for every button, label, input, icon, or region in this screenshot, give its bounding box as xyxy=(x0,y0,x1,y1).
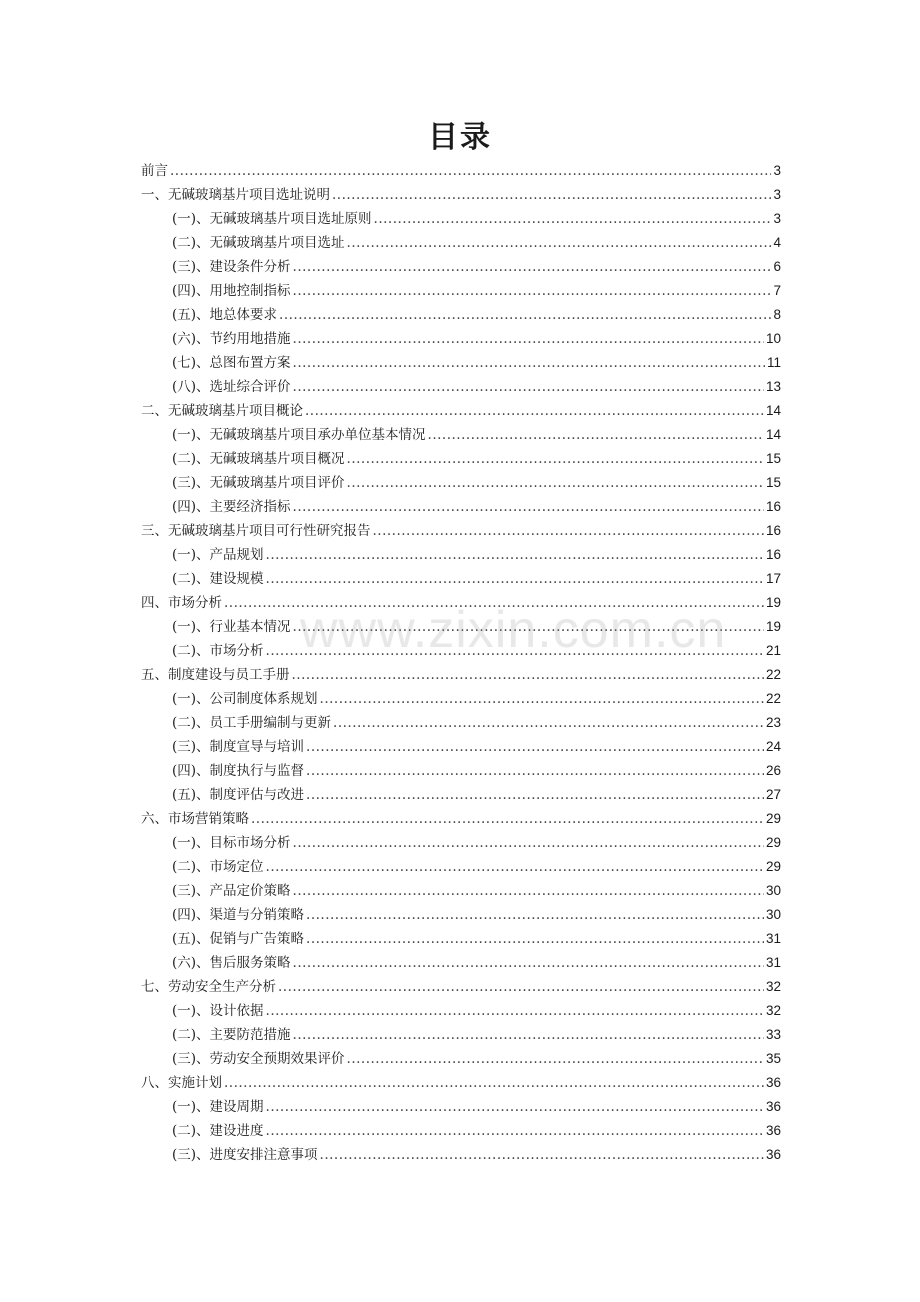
toc-entry[interactable] xyxy=(141,855,781,879)
toc-entry-label[interactable]: 三、无碱玻璃基片项目可行性研究报告 xyxy=(141,523,371,539)
toc-entry-page-number[interactable]: 36 xyxy=(765,1099,781,1114)
toc-entry-page-number[interactable]: 19 xyxy=(765,595,781,610)
toc-entry-label[interactable]: (八)、选址综合评价 xyxy=(172,379,291,395)
toc-entry[interactable] xyxy=(141,255,781,279)
toc-entry[interactable] xyxy=(141,999,781,1023)
toc-dot-leader xyxy=(266,855,764,879)
toc-entry-label[interactable]: 二、无碱玻璃基片项目概论 xyxy=(141,403,303,419)
toc-entry[interactable] xyxy=(141,279,781,303)
toc-entry-label[interactable]: 七、劳动安全生产分析 xyxy=(141,979,276,995)
table-of-contents xyxy=(141,159,781,1167)
toc-dot-leader xyxy=(266,1095,764,1119)
toc-entry-page-number[interactable]: 21 xyxy=(765,643,781,658)
toc-dot-leader xyxy=(266,1119,764,1143)
toc-entry-page-number[interactable]: 3 xyxy=(773,163,781,178)
toc-dot-leader xyxy=(266,999,764,1023)
toc-entry-page-number[interactable]: 29 xyxy=(765,835,781,850)
toc-entry[interactable] xyxy=(141,735,781,759)
toc-entry-page-number[interactable]: 15 xyxy=(765,475,781,490)
toc-dot-leader xyxy=(306,735,764,759)
toc-entry-page-number[interactable]: 7 xyxy=(773,283,781,298)
toc-entry-page-number[interactable]: 15 xyxy=(765,451,781,466)
toc-entry-label[interactable]: (一)、产品规划 xyxy=(172,547,264,563)
toc-dot-leader xyxy=(292,663,764,687)
page-title: 目录 xyxy=(428,120,492,155)
toc-entry-label[interactable]: (二)、无碱玻璃基片项目选址 xyxy=(172,235,345,251)
toc-dot-leader xyxy=(224,1071,764,1095)
toc-entry-page-number[interactable]: 13 xyxy=(765,379,781,394)
toc-entry-page-number[interactable]: 27 xyxy=(765,787,781,802)
toc-entry-page-number[interactable]: 17 xyxy=(765,571,781,586)
toc-entry-label[interactable]: (四)、用地控制指标 xyxy=(172,283,291,299)
toc-entry-label[interactable]: (三)、进度安排注意事项 xyxy=(172,1147,318,1163)
toc-dot-leader xyxy=(224,591,764,615)
toc-dot-leader xyxy=(347,471,764,495)
toc-entry-page-number[interactable]: 11 xyxy=(766,355,781,370)
toc-entry-label[interactable]: (六)、售后服务策略 xyxy=(172,955,291,971)
toc-entry-label[interactable]: (四)、主要经济指标 xyxy=(172,499,291,515)
toc-dot-leader xyxy=(266,543,764,567)
toc-entry-page-number[interactable]: 36 xyxy=(765,1147,781,1162)
toc-dot-leader xyxy=(293,495,764,519)
toc-entry-page-number[interactable]: 16 xyxy=(765,547,781,562)
toc-entry-label[interactable]: (二)、市场分析 xyxy=(172,643,264,659)
toc-entry-label[interactable]: (二)、主要防范措施 xyxy=(172,1027,291,1043)
toc-entry[interactable] xyxy=(141,207,781,231)
toc-dot-leader xyxy=(306,759,764,783)
toc-entry[interactable] xyxy=(141,375,781,399)
toc-entry-label[interactable]: 五、制度建设与员工手册 xyxy=(141,667,290,683)
toc-entry-label[interactable]: (五)、制度评估与改进 xyxy=(172,787,305,803)
toc-entry-page-number[interactable]: 10 xyxy=(765,331,781,346)
toc-entry[interactable] xyxy=(141,495,781,519)
toc-entry[interactable] xyxy=(141,591,781,615)
toc-dot-leader xyxy=(293,879,764,903)
toc-entry-page-number[interactable]: 16 xyxy=(765,499,781,514)
toc-entry[interactable] xyxy=(141,303,781,327)
toc-entry[interactable] xyxy=(141,519,781,543)
toc-dot-leader xyxy=(266,639,764,663)
toc-entry[interactable] xyxy=(141,567,781,591)
toc-entry-page-number[interactable]: 31 xyxy=(765,955,781,970)
toc-entry[interactable] xyxy=(141,351,781,375)
toc-entry-label[interactable]: (六)、节约用地措施 xyxy=(172,331,291,347)
toc-entry-page-number[interactable]: 6 xyxy=(773,259,781,274)
toc-dot-leader xyxy=(293,255,772,279)
toc-entry-page-number[interactable]: 3 xyxy=(773,187,781,202)
toc-entry-page-number[interactable]: 14 xyxy=(765,427,781,442)
toc-entry[interactable] xyxy=(141,447,781,471)
toc-entry-page-number[interactable]: 36 xyxy=(765,1075,781,1090)
toc-dot-leader xyxy=(374,207,772,231)
toc-dot-leader xyxy=(251,807,764,831)
toc-entry-page-number[interactable]: 30 xyxy=(765,907,781,922)
toc-entry-page-number[interactable]: 3 xyxy=(773,211,781,226)
toc-entry[interactable] xyxy=(141,783,781,807)
toc-entry-label[interactable]: (一)、行业基本情况 xyxy=(172,619,291,635)
toc-entry[interactable] xyxy=(141,183,781,207)
toc-entry-label[interactable]: (二)、员工手册编制与更新 xyxy=(172,715,332,731)
toc-entry[interactable] xyxy=(141,1071,781,1095)
toc-entry-label[interactable]: (三)、劳动安全预期效果评价 xyxy=(172,1051,345,1067)
toc-dot-leader xyxy=(428,423,764,447)
toc-dot-leader xyxy=(266,567,764,591)
toc-dot-leader xyxy=(373,519,764,543)
toc-entry-page-number[interactable]: 8 xyxy=(773,307,781,322)
toc-entry[interactable] xyxy=(141,663,781,687)
toc-dot-leader xyxy=(279,303,771,327)
toc-entry-label[interactable]: (一)、目标市场分析 xyxy=(172,835,291,851)
toc-dot-leader xyxy=(347,447,764,471)
toc-dot-leader xyxy=(293,615,764,639)
toc-entry[interactable] xyxy=(141,951,781,975)
toc-entry-label[interactable]: (四)、制度执行与监督 xyxy=(172,763,305,779)
toc-dot-leader xyxy=(306,927,764,951)
toc-entry-page-number[interactable]: 16 xyxy=(765,523,781,538)
toc-entry-label[interactable]: (三)、无碱玻璃基片项目评价 xyxy=(172,475,345,491)
toc-entry-page-number[interactable]: 33 xyxy=(765,1027,781,1042)
toc-entry-label[interactable]: 六、市场营销策略 xyxy=(141,811,249,827)
toc-entry-label[interactable]: 前言 xyxy=(141,163,168,179)
toc-entry-page-number[interactable]: 4 xyxy=(773,235,781,250)
toc-entry[interactable] xyxy=(141,831,781,855)
toc-entry-page-number[interactable]: 35 xyxy=(765,1051,781,1066)
toc-entry-label[interactable]: (二)、建设规模 xyxy=(172,571,264,587)
toc-entry[interactable] xyxy=(141,423,781,447)
toc-entry-page-number[interactable]: 24 xyxy=(765,739,781,754)
toc-entry-page-number[interactable]: 22 xyxy=(765,691,781,706)
toc-dot-leader xyxy=(293,1023,764,1047)
toc-dot-leader xyxy=(293,279,772,303)
toc-entry-label[interactable]: (一)、无碱玻璃基片项目承办单位基本情况 xyxy=(172,427,426,443)
toc-entry-page-number[interactable]: 32 xyxy=(765,979,781,994)
toc-entry[interactable] xyxy=(141,879,781,903)
toc-entry[interactable] xyxy=(141,1095,781,1119)
toc-entry-label[interactable]: (三)、产品定价策略 xyxy=(172,883,291,899)
toc-entry[interactable] xyxy=(141,471,781,495)
toc-entry-label[interactable]: (一)、公司制度体系规划 xyxy=(172,691,318,707)
toc-entry-label[interactable]: (五)、地总体要求 xyxy=(172,307,278,323)
toc-dot-leader xyxy=(306,783,764,807)
toc-dot-leader xyxy=(293,951,764,975)
toc-entry[interactable] xyxy=(141,1023,781,1047)
toc-entry-page-number[interactable]: 14 xyxy=(765,403,781,418)
toc-entry-page-number[interactable]: 31 xyxy=(765,931,781,946)
toc-entry-label[interactable]: (七)、总图布置方案 xyxy=(172,355,291,371)
toc-dot-leader xyxy=(293,375,764,399)
toc-entry[interactable] xyxy=(141,615,781,639)
toc-entry-page-number[interactable]: 29 xyxy=(765,859,781,874)
toc-entry[interactable] xyxy=(141,543,781,567)
toc-entry-page-number[interactable]: 30 xyxy=(765,883,781,898)
toc-entry-page-number[interactable]: 22 xyxy=(765,667,781,682)
toc-dot-leader xyxy=(347,231,772,255)
toc-dot-leader xyxy=(293,327,764,351)
toc-dot-leader xyxy=(306,903,764,927)
toc-entry-page-number[interactable]: 26 xyxy=(765,763,781,778)
watermark: www.zixin.com.cn xyxy=(300,601,727,659)
toc-entry-page-number[interactable]: 29 xyxy=(765,811,781,826)
toc-dot-leader xyxy=(293,351,765,375)
toc-entry[interactable] xyxy=(141,399,781,423)
toc-entry-page-number[interactable]: 32 xyxy=(765,1003,781,1018)
toc-entry[interactable] xyxy=(141,927,781,951)
toc-entry-page-number[interactable]: 19 xyxy=(765,619,781,634)
toc-entry-label[interactable]: 四、市场分析 xyxy=(141,595,222,611)
toc-entry-label[interactable]: 一、无碱玻璃基片项目选址说明 xyxy=(141,187,330,203)
toc-entry-page-number[interactable]: 36 xyxy=(765,1123,781,1138)
toc-entry[interactable] xyxy=(141,1119,781,1143)
toc-dot-leader xyxy=(320,1143,764,1167)
toc-entry[interactable] xyxy=(141,711,781,735)
toc-entry-label[interactable]: (二)、市场定位 xyxy=(172,859,264,875)
toc-entry[interactable] xyxy=(141,1143,781,1167)
toc-entry[interactable] xyxy=(141,231,781,255)
toc-dot-leader xyxy=(332,183,771,207)
toc-entry[interactable] xyxy=(141,903,781,927)
toc-dot-leader xyxy=(320,687,764,711)
toc-entry[interactable] xyxy=(141,975,781,999)
toc-dot-leader xyxy=(347,1047,764,1071)
toc-dot-leader xyxy=(305,399,764,423)
toc-entry-label[interactable]: (二)、无碱玻璃基片项目概况 xyxy=(172,451,345,467)
toc-entry[interactable] xyxy=(141,639,781,663)
toc-entry[interactable] xyxy=(141,159,781,183)
toc-dot-leader xyxy=(170,159,771,183)
toc-entry-label[interactable]: (一)、设计依据 xyxy=(172,1003,264,1019)
toc-dot-leader xyxy=(293,831,764,855)
toc-entry[interactable] xyxy=(141,327,781,351)
toc-entry[interactable] xyxy=(141,807,781,831)
toc-dot-leader xyxy=(333,711,764,735)
toc-entry-label[interactable]: (一)、建设周期 xyxy=(172,1099,264,1115)
toc-entry-label[interactable]: (二)、建设进度 xyxy=(172,1123,264,1139)
toc-entry-label[interactable]: 八、实施计划 xyxy=(141,1075,222,1091)
toc-entry-label[interactable]: (三)、制度宣导与培训 xyxy=(172,739,305,755)
toc-entry-label[interactable]: (四)、渠道与分销策略 xyxy=(172,907,305,923)
toc-entry[interactable] xyxy=(141,759,781,783)
toc-entry[interactable] xyxy=(141,1047,781,1071)
toc-entry-page-number[interactable]: 23 xyxy=(765,715,781,730)
toc-entry-label[interactable]: (三)、建设条件分析 xyxy=(172,259,291,275)
toc-entry-label[interactable]: (一)、无碱玻璃基片项目选址原则 xyxy=(172,211,372,227)
toc-dot-leader xyxy=(278,975,764,999)
toc-entry[interactable] xyxy=(141,687,781,711)
toc-entry-label[interactable]: (五)、促销与广告策略 xyxy=(172,931,305,947)
